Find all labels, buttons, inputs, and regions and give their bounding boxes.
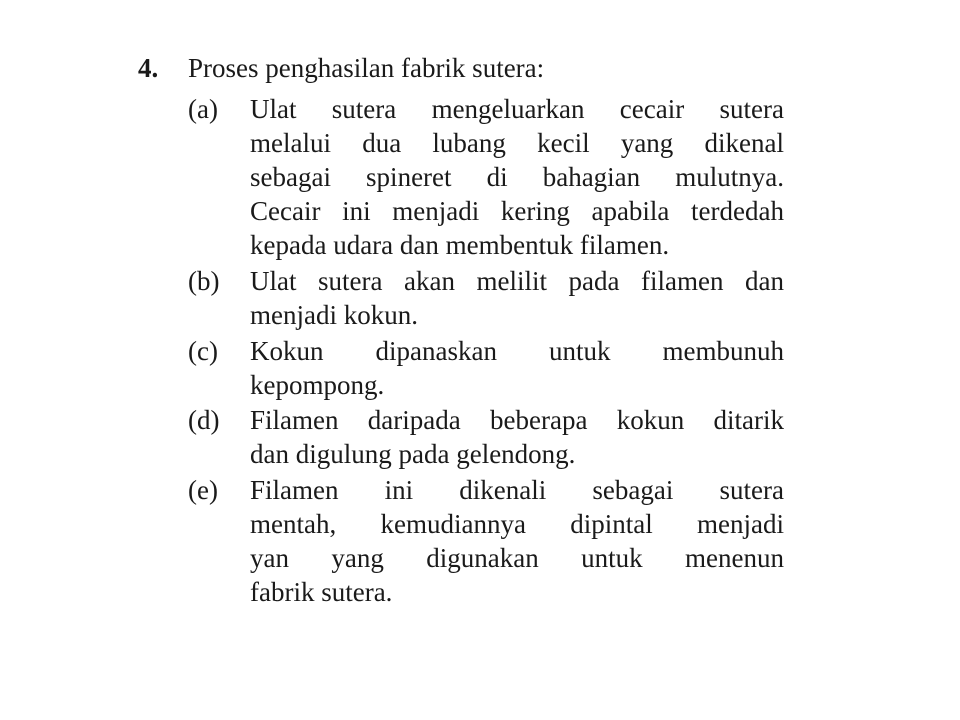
step-a-line-4: Cecair ini menjadi kering apabila terdedah [250, 196, 784, 226]
step-e-line-1: Filamen ini dikenali sebagai sutera [250, 475, 784, 505]
step-a-text [250, 92, 784, 262]
step-e-label: (e) [188, 475, 218, 505]
question-title: Proses penghasilan fabrik sutera: [188, 53, 545, 83]
step-b-line-1: Ulat sutera akan melilit pada filamen dan [250, 266, 784, 296]
step-a-line-2: melalui dua lubang kecil yang dikenal [250, 128, 784, 158]
step-e-line-2: mentah, kemudiannya dipintal menjadi [250, 509, 784, 539]
step-a-line-3: sebagai spineret di bahagian mulutnya. [250, 162, 784, 192]
step-d-line-2: dan digulung pada gelendong. [250, 439, 576, 469]
step-a-label: (a) [188, 94, 218, 124]
step-e-text [250, 473, 784, 609]
step-c-line-1: Kokun dipanaskan untuk membunuh [250, 336, 784, 366]
step-e-line-4: fabrik sutera. [250, 577, 393, 607]
question-number: 4. [138, 53, 159, 83]
step-a-line-5: kepada udara dan membentuk filamen. [250, 230, 670, 260]
step-c-line-2: kepompong. [250, 370, 385, 400]
step-d-label: (d) [188, 405, 220, 435]
step-b-line-2: menjadi kokun. [250, 300, 418, 330]
step-c-text [250, 334, 784, 402]
step-b-label: (b) [188, 266, 220, 296]
step-a-line-1: Ulat sutera mengeluarkan cecair sutera [250, 94, 784, 124]
step-c-label: (c) [188, 336, 218, 366]
step-e-line-3: yan yang digunakan untuk menenun [250, 543, 784, 573]
step-d-line-1: Filamen daripada beberapa kokun ditarik [250, 405, 784, 435]
step-d-text [250, 403, 784, 471]
step-b-text [250, 264, 784, 332]
